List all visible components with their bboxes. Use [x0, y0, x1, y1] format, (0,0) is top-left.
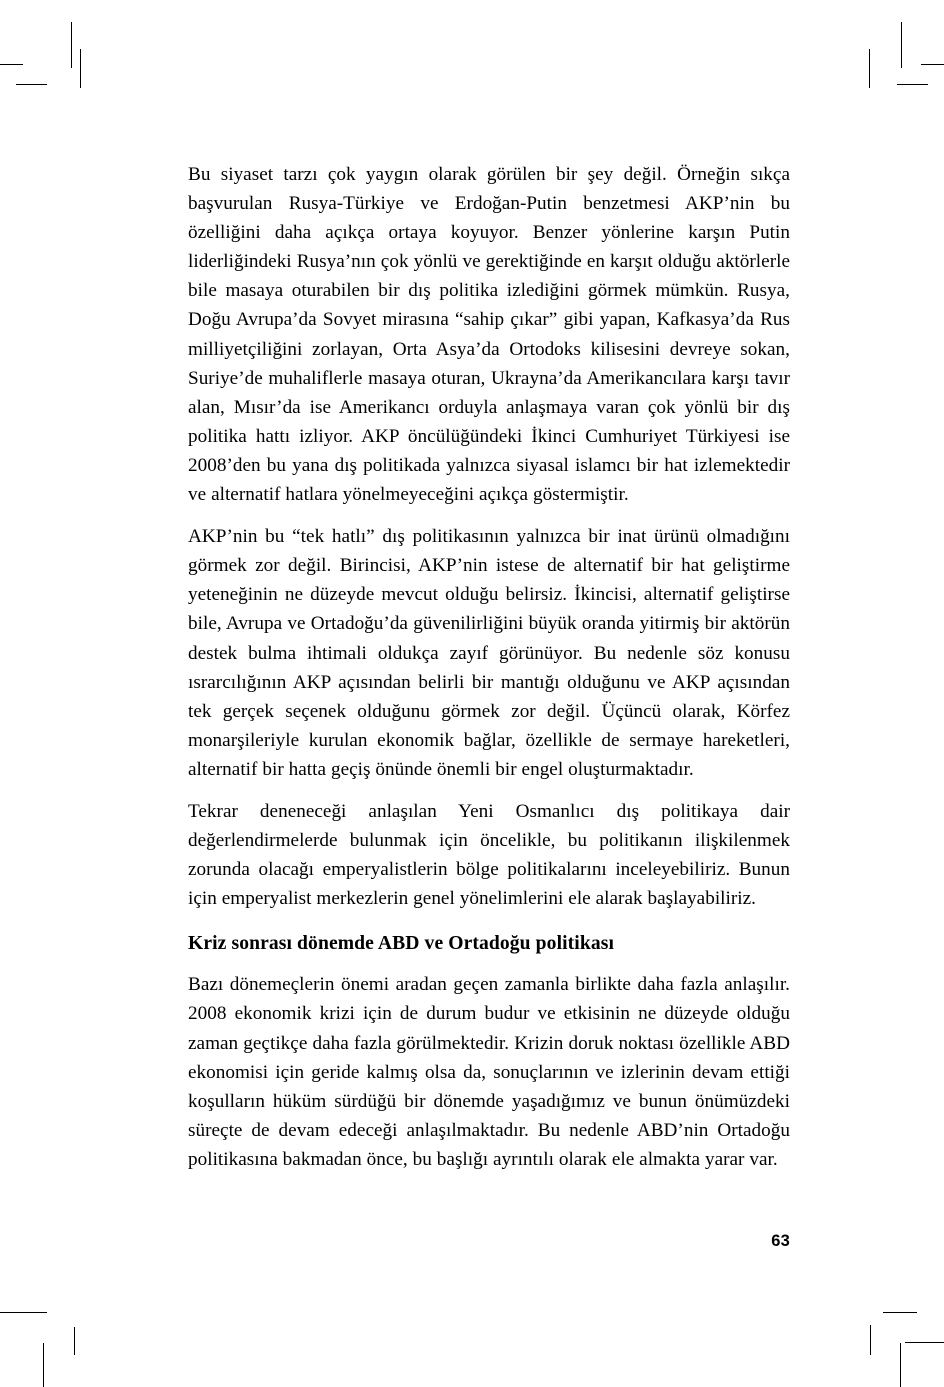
page-text-block — [188, 160, 790, 1174]
crop-mark-top-right-inner-vertical — [869, 49, 870, 88]
crop-mark-bottom-right-outer-horizontal — [905, 1342, 944, 1343]
crop-mark-bottom-right-inner-vertical — [870, 1325, 871, 1355]
page-number: 63 — [771, 1232, 790, 1250]
body-paragraph-3: Tekrar deneneceği anlaşılan Yeni Osmanlıcı dış politikaya dair değerlendirmelerde bulunmak için öncelikle, bu politikanın ilişkilenmek zorunda olacağı emperyalistlerin bölge politikalarını inceleyebiliriz. Bunun için emperyalist merkezlerin genel yönelimlerini ele alarak başlayabiliriz. — [188, 800, 790, 910]
crop-mark-top-left-inner-horizontal — [16, 84, 47, 85]
body-paragraph-2: AKP’nin bu “tek hatlı” dış politikasının yalnızca bir inat ürünü olmadığını görmek zor değil. Birincisi, AKP’nin istese de alternatif bir hat geliştirme yeteneğinin ne düzeyde mevcut olduğu belirsiz. İkincisi, alternatif geliştirse bile, Avrupa ve Ortadoğu’da güvenilirliğini büyük oranda yitirmiş bir aktörün destek bulma ihtimali oldukça zayıf görünüyor. Bu nedenle söz konusu ısrarcılığının AKP açısından belirli bir mantığı olduğunu ve AKP açısından tek gerçek seçenek olduğunu görmek zor değil. Üçüncü olarak, Körfez monarşileriyle kurulan ekonomik bağlar, özellikle de sermaye hareketleri, alternatif bir hatta geçiş önünde önemli bir engel oluşturmaktadır. — [188, 526, 790, 780]
crop-mark-top-left-outer-vertical — [71, 22, 72, 68]
crop-mark-top-right-outer-horizontal — [921, 64, 944, 65]
crop-mark-bottom-right-outer-vertical — [900, 1343, 901, 1387]
crop-mark-bottom-left-inner-vertical — [74, 1327, 75, 1355]
body-paragraph-1: Bu siyaset tarzı çok yaygın olarak görülen bir şey değil. Örneğin sıkça başvurulan Rusya-Türkiye ve Erdoğan-Putin benzetmesi AKP’nin bu özelliğini daha açıkça ortaya koyuyor. Benzer yönlerine karşın Putin liderliğindeki Rusya’nın çok yönlü ve gerektiğinde en karşıt olduğu aktörlerle bile masaya oturabilen bir dış politika izlediğini görmek mümkün. Rusya, Doğu Avrupa’da Sovyet mirasına “sahip çıkar” gibi yapan, Kafkasya’da Rus milliyetçiliğini zorlayan, Orta Asya’da Ortodoks kilisesini devreye sokan, Suriye’de muhaliflerle masaya oturan, Ukrayna’da Amerikancılara karşı tavır alan, Mısır’da ise Amerikancı orduyla anlaşmaya varan çok yönlü bir dış politika hattı izliyor. AKP öncülüğündeki İkinci Cumhuriyet Türkiyesi ise 2008’den bu yana dış politikada yalnızca siyasal islamcı bir hat izlemektedir ve alternatif hatlara yönelmeyeceğini açıkça göstermiştir. — [188, 164, 790, 506]
crop-mark-bottom-right-inner-horizontal — [883, 1312, 917, 1313]
crop-mark-top-left-inner-vertical — [80, 49, 81, 88]
crop-mark-bottom-left-outer-vertical — [43, 1343, 44, 1387]
crop-mark-top-left-outer-horizontal — [0, 64, 23, 65]
crop-mark-top-right-outer-vertical — [901, 22, 902, 68]
body-paragraph-4: Bazı dönemeçlerin önemi aradan geçen zamanla birlikte daha fazla anlaşılır. 2008 ekonomik krizi için de durum budur ve etkisinin ne düzeyde olduğu zaman geçtikçe daha fazla görülmektedir. Krizin doruk noktası özellikle ABD ekonomisi için geride kalmış olsa da, sonuçlarının ve izlerinin devam ettiği koşulların hüküm sürdüğü bir dönemde yaşadığımız ve bunun önümüzdeki süreçte de devam edeceği anlaşılmaktadır. Bu nedenle ABD’nin Ortadoğu politikasına bakmadan önce, bu başlığı ayrıntılı olarak ele almakta yarar var. — [188, 974, 790, 1170]
crop-mark-bottom-left-inner-horizontal — [16, 1312, 47, 1313]
crop-mark-top-right-inner-horizontal — [897, 84, 928, 85]
section-heading: Kriz sonrası dönemde ABD ve Ortadoğu politikası — [188, 933, 614, 955]
